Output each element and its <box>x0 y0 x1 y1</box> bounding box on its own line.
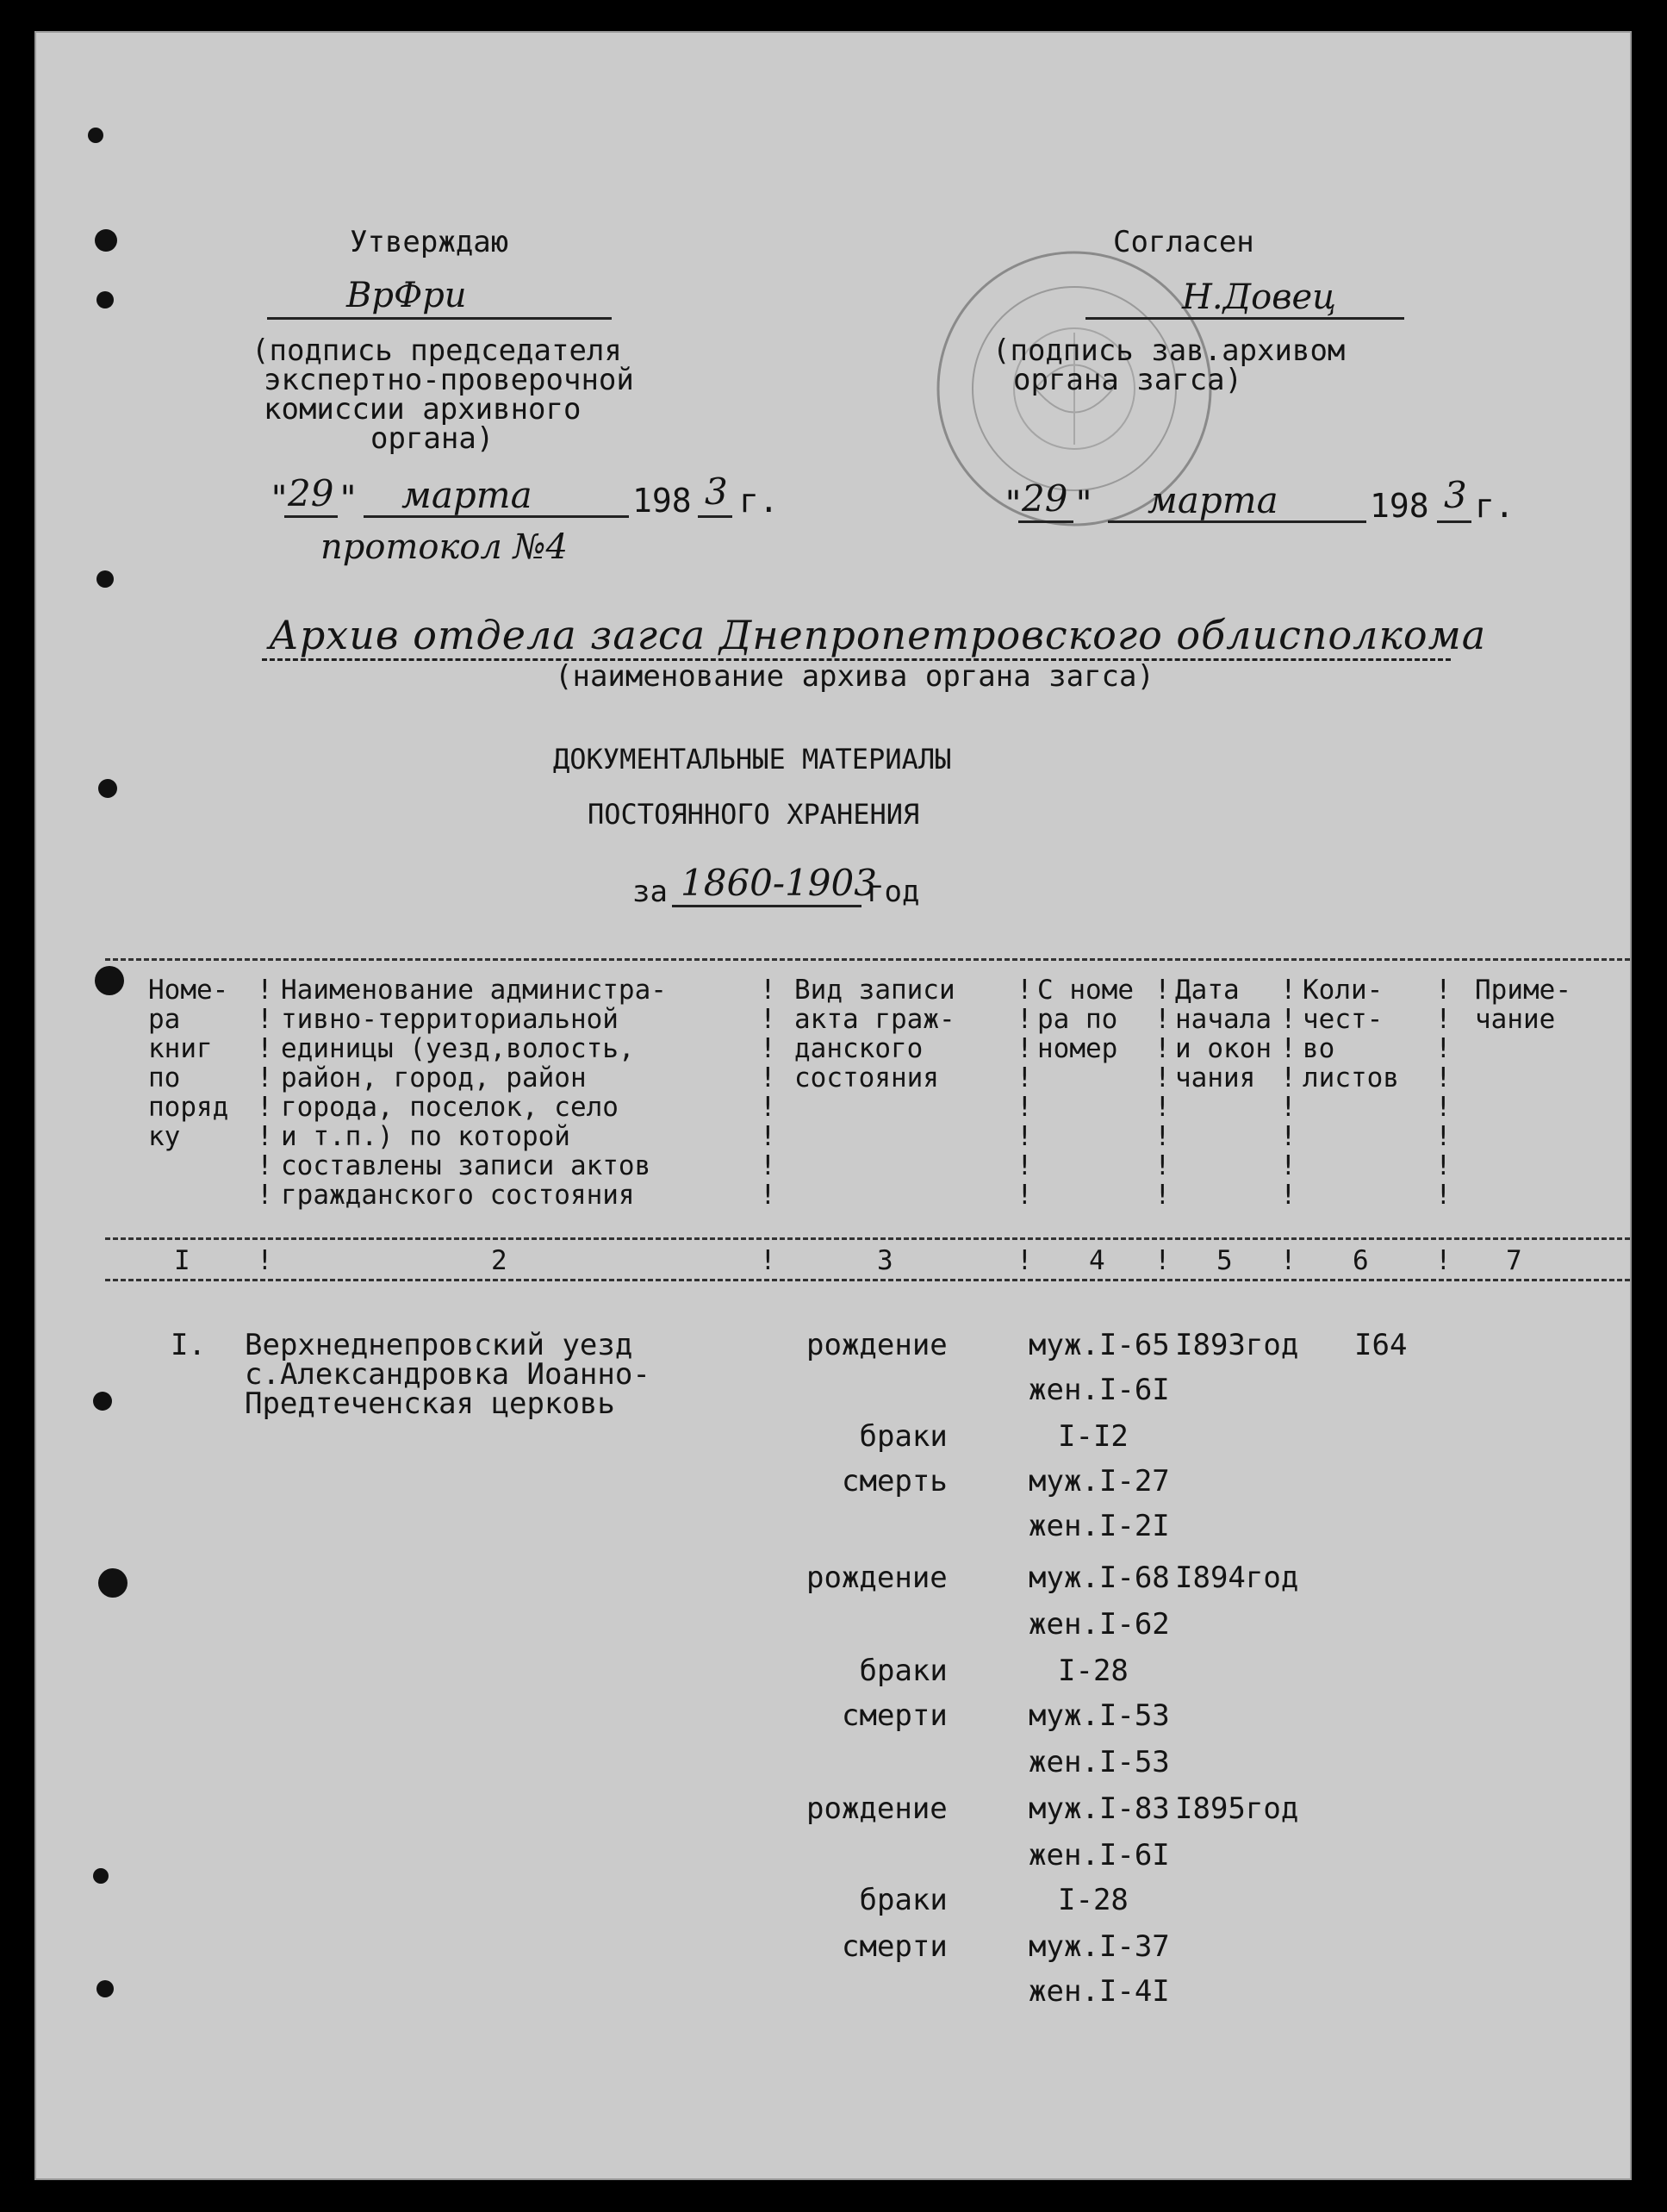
agree-signature: Н.Довец <box>1182 277 1337 317</box>
column-number-separators: ! <box>1435 1245 1452 1276</box>
binder-hole <box>95 966 124 995</box>
approve-date-year-line <box>698 515 732 518</box>
agree-date-day: 29 <box>1022 477 1068 520</box>
record-number-range: I-28 <box>1058 1654 1129 1688</box>
column-number-3: 3 <box>877 1245 893 1276</box>
header-record-type: Вид записи акта граж- данского состояния <box>794 975 955 1094</box>
record-number-range: I-I2 <box>1058 1419 1129 1454</box>
record-number-range: жен.I-4I <box>1029 1974 1170 2009</box>
approve-date-suffix: г. <box>739 482 779 520</box>
column-number-separators: ! <box>1280 1245 1297 1276</box>
title-line-2: ПОСТОЯННОГО ХРАНЕНИЯ <box>588 798 920 831</box>
agree-caption-2: органа загса) <box>1013 363 1243 397</box>
record-number-range: жен.I-6I <box>1029 1373 1170 1407</box>
table-top-rule <box>105 958 1630 961</box>
column-separator: ! ! ! ! ! ! ! ! <box>1435 975 1452 1211</box>
title-line-1: ДОКУМЕНТАЛЬНЫЕ МАТЕРИАЛЫ <box>553 743 952 776</box>
record-number-range: жен.I-2I <box>1029 1509 1170 1543</box>
record-type: смерть <box>842 1464 948 1499</box>
binder-hole <box>93 1392 112 1411</box>
column-number-5: 5 <box>1216 1245 1233 1276</box>
binder-hole <box>95 229 117 252</box>
entry-sheet-count: I64 <box>1354 1328 1408 1362</box>
agree-date-suffix: г. <box>1475 487 1515 525</box>
column-separator: ! ! ! ! ! ! ! ! <box>1154 975 1171 1211</box>
column-number-1: I <box>174 1245 190 1276</box>
record-type: браки <box>859 1419 948 1454</box>
agree-label: Согласен <box>1113 225 1254 259</box>
binder-hole <box>96 570 114 588</box>
column-number-7: 7 <box>1506 1245 1522 1276</box>
approve-caption-3: комиссии архивного <box>264 392 582 427</box>
approve-date-quote-close: " <box>338 479 359 519</box>
approve-date-day-line <box>284 515 338 518</box>
record-type: браки <box>859 1654 948 1688</box>
binder-hole <box>96 291 114 308</box>
record-number-range: жен.I-53 <box>1029 1745 1170 1779</box>
column-number-separators: ! <box>257 1245 273 1276</box>
approve-signature-line <box>267 317 612 320</box>
record-year: I893год <box>1175 1328 1299 1362</box>
column-number-2: 2 <box>491 1245 507 1276</box>
header-book-number: Номе- ра книг по поряд ку <box>148 975 229 1152</box>
binder-hole <box>88 128 103 143</box>
agree-date-month: марта <box>1148 479 1278 521</box>
record-number-range: муж.I-83 <box>1029 1791 1170 1826</box>
record-number-range: жен.I-62 <box>1029 1607 1170 1642</box>
agree-caption-1: (подпись зав.архивом <box>992 333 1346 368</box>
approve-date-day: 29 <box>288 472 334 514</box>
agree-date-day-line <box>1018 520 1073 523</box>
record-type: рождение <box>806 1328 948 1362</box>
approve-protocol: протокол №4 <box>320 527 568 567</box>
archive-document-page <box>34 31 1632 2180</box>
record-number-range: муж.I-53 <box>1029 1698 1170 1733</box>
record-number-range: муж.I-65 <box>1029 1328 1170 1362</box>
agree-date-year-digit: 3 <box>1444 474 1467 516</box>
approve-date-month: марта <box>401 474 532 516</box>
period-value: 1860-1903 <box>681 862 877 904</box>
column-number-separators: ! <box>760 1245 776 1276</box>
agree-date-quote-close: " <box>1073 484 1095 524</box>
entry-number: I. <box>171 1328 206 1362</box>
column-number-separators: ! <box>1154 1245 1171 1276</box>
agree-date-quote-open: " <box>1003 484 1024 524</box>
approve-date-year-prefix: 198 <box>632 482 692 520</box>
header-note: Приме- чание <box>1475 975 1571 1035</box>
record-year: I894год <box>1175 1561 1299 1595</box>
entry-name-line-3: Предтеченская церковь <box>245 1386 615 1421</box>
binder-hole <box>93 1868 109 1884</box>
agree-date-year-line <box>1437 520 1471 523</box>
column-separator: ! ! ! ! ! ! ! ! <box>1280 975 1297 1211</box>
header-number-range: С номе ра по номер <box>1037 975 1134 1064</box>
record-number-range: жен.I-6I <box>1029 1838 1170 1872</box>
header-sheet-count: Коли- чест- во листов <box>1303 975 1399 1094</box>
approve-date-year-digit: 3 <box>705 470 728 513</box>
period-suffix: год <box>867 875 920 909</box>
record-number-range: муж.I-37 <box>1029 1929 1170 1964</box>
approve-caption-4: органа) <box>370 421 495 456</box>
column-separator: ! ! ! ! ! ! ! ! <box>1017 975 1033 1211</box>
column-separator: ! ! ! ! ! ! ! ! <box>257 975 273 1211</box>
binder-hole <box>98 779 117 798</box>
binder-hole <box>96 1980 114 1997</box>
period-prefix: за <box>632 875 668 909</box>
record-number-range: муж.I-68 <box>1029 1561 1170 1595</box>
archive-caption: (наименование архива органа загса) <box>555 659 1154 694</box>
agree-signature-line <box>1085 317 1404 320</box>
record-type: рождение <box>806 1791 948 1826</box>
record-number-range: I-28 <box>1058 1883 1129 1917</box>
approve-caption-1: (подпись председателя <box>252 333 622 368</box>
approve-label: Утверждаю <box>350 225 509 259</box>
agree-date-month-line <box>1108 520 1366 523</box>
archive-name: Архив отдела загса Днепропетровского облисполкома <box>269 612 1487 658</box>
record-type: рождение <box>806 1561 948 1595</box>
table-header-bottom-rule <box>105 1237 1630 1240</box>
header-admin-unit: Наименование администра- тивно-территориальной единицы (уезд,волость, район, город, район города, поселок, село и т.п.) по которой составлены записи актов гражданского состояния <box>281 975 667 1211</box>
record-type: браки <box>859 1883 948 1917</box>
approve-signature: ВрФри <box>346 276 467 315</box>
agree-date-year-prefix: 198 <box>1370 487 1429 525</box>
period-line <box>672 905 861 907</box>
column-number-6: 6 <box>1353 1245 1369 1276</box>
approve-date-month-line <box>364 515 629 518</box>
column-numbers-bottom-rule <box>105 1279 1630 1281</box>
record-type: смерти <box>842 1929 948 1964</box>
entry-name-line-2: с.Александровка Иоанно- <box>245 1357 650 1392</box>
header-date-range: Дата начала и окон чания <box>1175 975 1272 1094</box>
record-number-range: муж.I-27 <box>1029 1464 1170 1499</box>
record-year: I895год <box>1175 1791 1299 1826</box>
record-type: смерти <box>842 1698 948 1733</box>
binder-hole <box>98 1568 128 1598</box>
approve-date-quote-open: " <box>269 479 290 519</box>
column-number-4: 4 <box>1089 1245 1105 1276</box>
approve-caption-2: экспертно-проверочной <box>264 363 634 397</box>
column-separator: ! ! ! ! ! ! ! ! <box>760 975 776 1211</box>
column-number-separators: ! <box>1017 1245 1033 1276</box>
entry-name-line-1: Верхнеднепровский уезд <box>245 1328 633 1362</box>
